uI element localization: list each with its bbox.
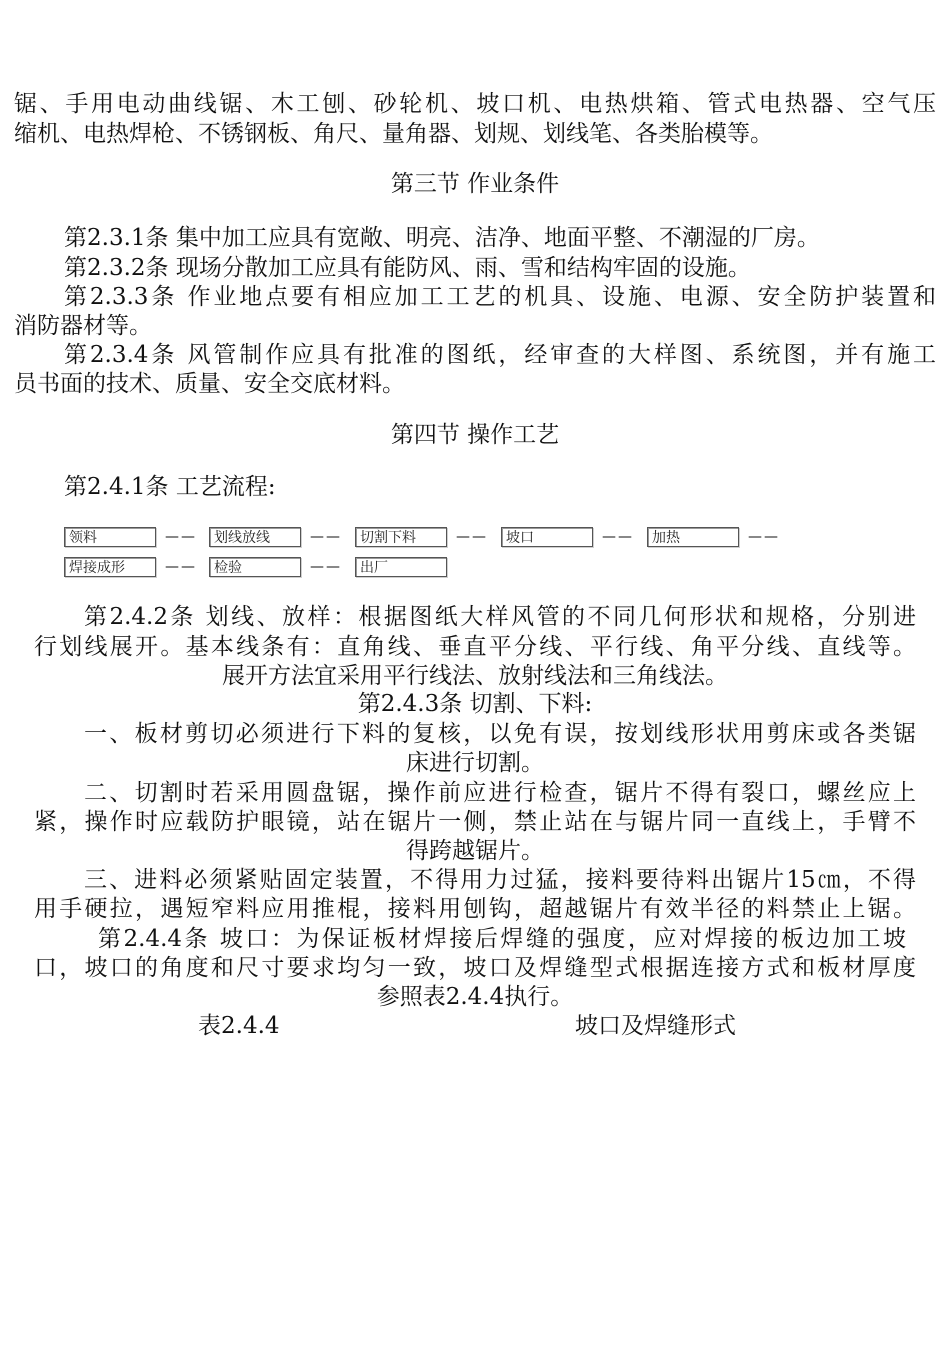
clause-2-4-2-line2: 行划线展开。基本线条有：直角线、垂直平分线、平行线、角平分线、直线等。: [34, 634, 916, 660]
flow-step-delivery: 出厂: [355, 557, 447, 577]
clause-2-4-3-item1-line2: 床进行切割。: [406, 750, 544, 776]
flow-step-cutting: 切割下料: [355, 527, 447, 547]
flow-arrow: ——: [165, 529, 197, 545]
flow-arrow: ——: [748, 529, 780, 545]
section3-heading: 第三节 作业条件: [390, 171, 560, 197]
clause-2-4-4-line2: 口，坡口的角度和尺寸要求均匀一致，坡口及焊缝型式根据连接方式和板材厚度: [34, 955, 916, 981]
flow-arrow: ——: [602, 529, 634, 545]
clause-2-3-3-line1: 第2.3.3条 作业地点要有相应加工工艺的机具、设施、电源、安全防护装置和: [64, 284, 936, 310]
flow-step-beveling: 坡口: [501, 527, 593, 547]
clause-2-4-3: 第2.4.3条 切割、下料:: [357, 691, 593, 717]
intro-line-2: 缩机、电热焊枪、不锈钢板、角尺、量角器、划规、划线笔、各类胎模等。: [14, 121, 773, 147]
clause-2-4-1: 第2.4.1条 工艺流程:: [64, 474, 276, 500]
clause-2-4-4-line1: 第2.4.4条 坡口：为保证板材焊接后焊缝的强度，应对焊接的板边加工坡: [98, 926, 906, 952]
clause-2-3-3-line2: 消防器材等。: [14, 313, 152, 339]
flow-arrow: ——: [456, 529, 488, 545]
intro-line-1: 锯、手用电动曲线锯、木工刨、砂轮机、坡口机、电热烘箱、管式电热器、空气压: [14, 91, 936, 117]
clause-2-4-3-item2-line1: 二、切割时若采用圆盘锯，操作前应进行检查，锯片不得有裂口，螺丝应上: [84, 780, 916, 806]
clause-2-4-2-line1: 第2.4.2条 划线、放样：根据图纸大样风管的不同几何形状和规格，分别进: [84, 604, 916, 630]
clause-2-3-4-line1: 第2.3.4条 风管制作应具有批准的图纸，经审查的大样图、系统图，并有施工: [64, 342, 936, 368]
flow-step-receive-material: 领料: [64, 527, 156, 547]
clause-2-4-3-item3-line1: 三、进料必须紧贴固定装置，不得用力过猛，接料要待料出锯片15㎝，不得: [84, 867, 916, 893]
flow-step-inspection: 检验: [209, 557, 301, 577]
table-caption-title: 坡口及焊缝形式: [575, 1013, 736, 1039]
flow-arrow: ——: [165, 559, 197, 575]
flow-step-heating: 加热: [647, 527, 739, 547]
clause-2-3-1: 第2.3.1条 集中加工应具有宽敞、明亮、洁净、地面平整、不潮湿的厂房。: [64, 225, 820, 251]
flow-arrow: ——: [310, 529, 342, 545]
flow-arrow: ——: [310, 559, 342, 575]
clause-2-4-3-item2-line2: 紧，操作时应载防护眼镜，站在锯片一侧，禁止站在与锯片同一直线上，手臂不: [34, 809, 916, 835]
clause-2-4-2-line3: 展开方法宜采用平行线法、放射线法和三角线法。: [222, 663, 728, 689]
flow-step-welding-forming: 焊接成形: [64, 557, 156, 577]
clause-2-4-4-line3: 参照表2.4.4执行。: [376, 984, 574, 1010]
clause-2-3-4-line2: 员书面的技术、质量、安全交底材料。: [14, 371, 405, 397]
clause-2-4-3-item2-line3: 得跨越锯片。: [406, 838, 544, 864]
section4-heading: 第四节 操作工艺: [390, 422, 560, 448]
clause-2-4-3-item1-line1: 一、板材剪切必须进行下料的复核，以免有误，按划线形状用剪床或各类锯: [84, 721, 916, 747]
clause-2-4-3-item3-line2: 用手硬拉，遇短窄料应用推棍，接料用刨钩，超越锯片有效半径的料禁止上锯。: [34, 896, 916, 922]
table-caption-number: 表2.4.4: [198, 1013, 280, 1039]
clause-2-3-2: 第2.3.2条 现场分散加工应具有能防风、雨、雪和结构牢固的设施。: [64, 255, 751, 281]
flow-step-marking: 划线放线: [209, 527, 301, 547]
